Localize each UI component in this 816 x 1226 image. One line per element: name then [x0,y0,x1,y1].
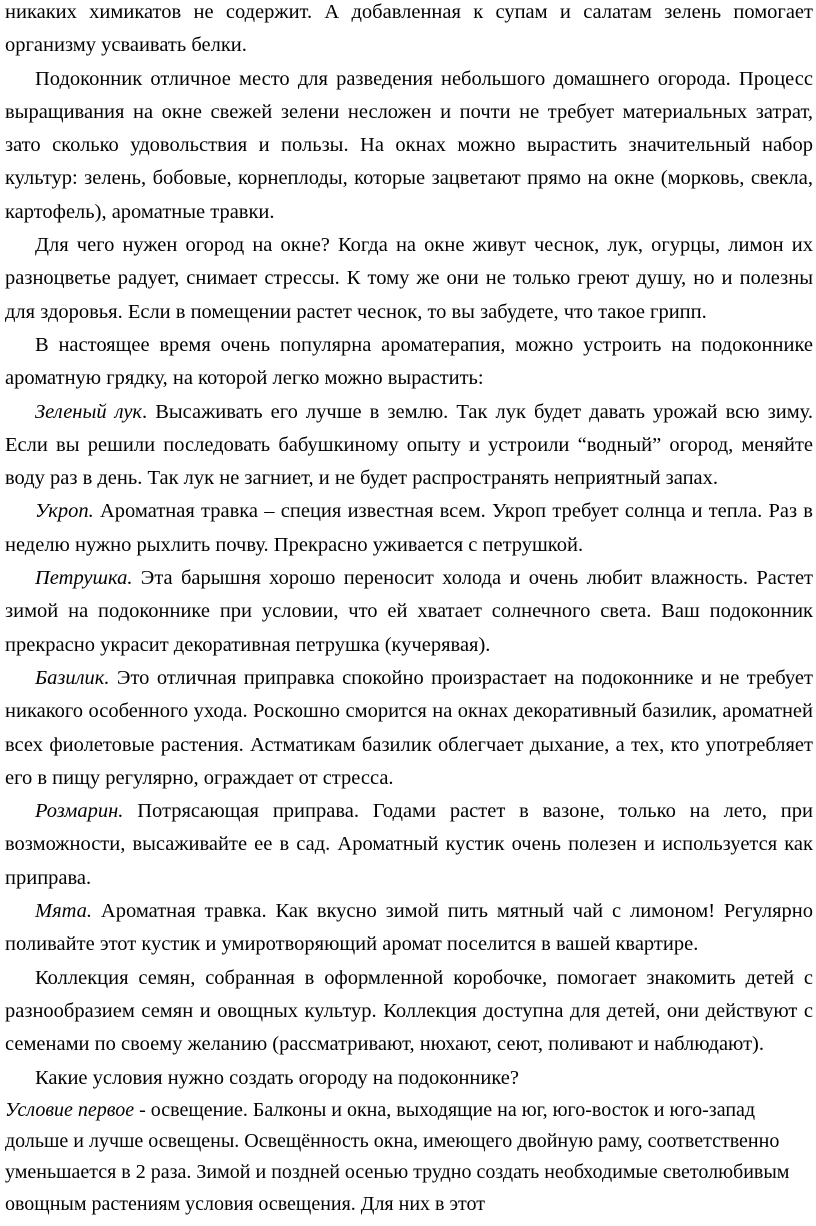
paragraph-intro-end [5,0,813,63]
paragraph-why-garden [5,229,813,329]
paragraph-text: - освещение. Балконы и окна, выходящие на юг, юго-восток и юго-запад дольше и лучше освещены. Освещённость окна, имеющего двойную раму, соответственно уменьшается в 2 раза. Зимой и поздней осенью трудно создать необходимые светолюбивым овощным растениям условия освещения. Для них в этот [5,1098,790,1215]
paragraph-condition-lighting [5,1095,795,1220]
paragraph-green-onion [5,396,813,496]
paragraph-mint [5,895,813,962]
paragraph-conditions-question [5,1062,813,1095]
paragraph-lead: Условие первое [5,1098,135,1121]
paragraph-lead: Мята. [35,900,93,923]
paragraph-lead: Укроп. [35,500,94,523]
paragraph-dill [5,495,813,562]
paragraph-seed-collection [5,962,813,1062]
paragraph-text: Подоконник отличное место для разведения небольшого домашнего огорода. Процесс выращивания на окне свежей зелени несложен и почти не требует материальных затрат, зато сколько удовольствия и пользы. На окнах можно вырастить значительный набор культур: зелень, бобовые, корнеплоды, которые зацветают прямо на окне (морковь, свекла, картофель), ароматные травки. [5,67,813,223]
paragraph-text: Потрясающая приправа. Годами растет в вазоне, только на лето, при возможности, высаживайте ее в сад. Ароматный кустик очень полезен и используется как приправа. [5,800,813,889]
paragraph-text: Ароматная травка – специя известная всем. Укроп требует солнца и тепла. Раз в неделю нужно рыхлить почву. Прекрасно уживается с петрушкой. [5,500,813,556]
paragraph-lead: Розмарин. [35,800,124,823]
paragraph-text: никаких химикатов не содержит. А добавленная к супам и салатам зелень помогает организму усваивать белки. [5,1,813,57]
paragraph-lead: Петрушка. [35,567,133,590]
paragraph-text: . Высаживать его лучше в землю. Так лук будет давать урожай всю зиму. Если вы решили последовать бабушкиному опыту и устроили “водный” огород, меняйте воду раз в день. Так лук не загниет, и не будет распространять неприятный запах. [5,400,813,490]
paragraph-basil [5,662,813,795]
paragraph-text: Эта барышня хорошо переносит холода и очень любит влажность. Растет зимой на подоконнике при условии, что ей хватает солнечного света. Ваш подоконник прекрасно украсит декоративная петрушка (кучерявая). [5,567,813,656]
paragraph-text: Ароматная травка. Как вкусно зимой пить мятный чай с лимоном! Регулярно поливайте этот кустик и умиротворяющий аромат поселится в вашей квартире. [5,900,813,956]
paragraph-rosemary [5,795,813,895]
paragraph-parsley [5,562,813,662]
paragraph-lead: Зеленый лук [35,400,143,423]
paragraph-text: Для чего нужен огород на окне? Когда на окне живут чеснок, лук, огурцы, лимон их разноцветье радует, снимает стрессы. К тому же они не только греют душу, но и полезны для здоровья. Если в помещении растет чеснок, то вы забудете, что такое грипп. [5,234,813,323]
paragraph-windowsill [5,63,813,229]
paragraph-text: Какие условия нужно создать огороду на подоконнике? [35,1066,520,1089]
paragraph-lead: Базилик. [35,666,110,689]
paragraph-text: Коллекция семян, собранная в оформленной коробочке, помогает знакомить детей с разнообразием семян и овощных культур. Коллекция доступна для детей, они действуют с семенами по своему желанию (рассматривают, нюхают, сеют, поливают и наблюдают). [5,966,813,1056]
paragraph-aromatherapy [5,329,813,396]
paragraph-text: В настоящее время очень популярна ароматерапия, можно устроить на подоконнике ароматную грядку, на которой легко можно вырастить: [5,333,813,390]
paragraph-text: Это отличная приправка спокойно произрастает на подоконнике и не требует никакого особенного ухода. Роскошно сморится на окнах декоративный базилик, ароматней всех фиолетовые растения. Астматикам базилик облегчает дыхание, а тех, кто употребляет его в пищу регулярно, ограждает от стресса. [5,666,813,789]
